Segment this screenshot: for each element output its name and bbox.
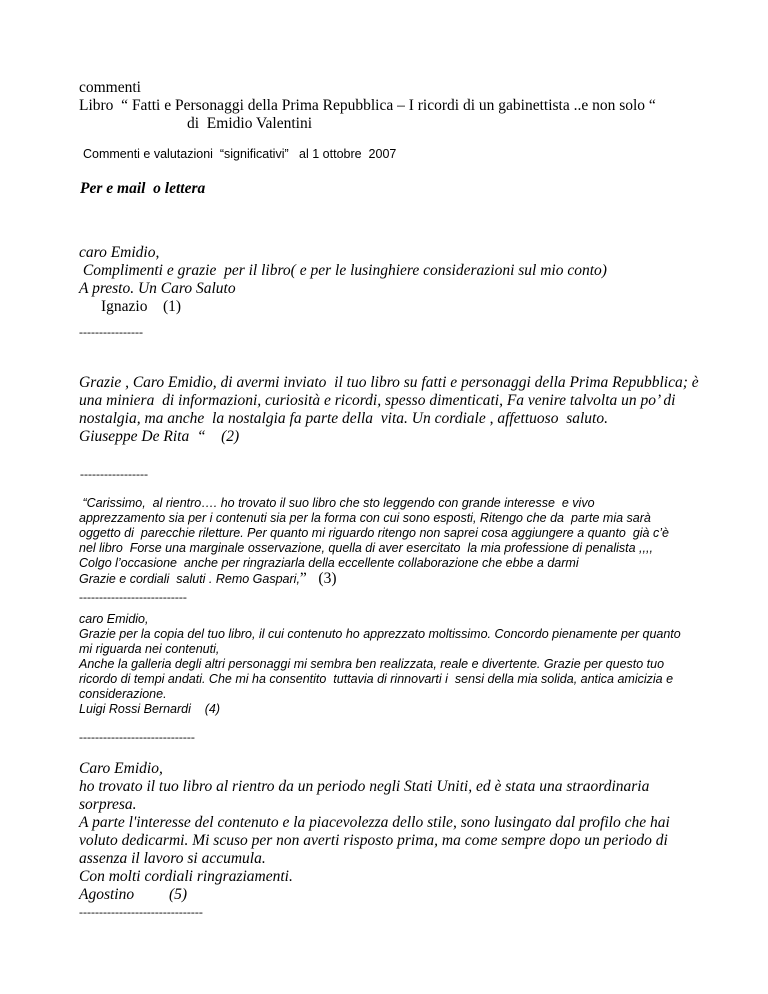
comment-5-line: ho trovato il tuo libro al rientro da un periodo negli Stati Uniti, ed è stata una straordinaria	[79, 778, 650, 795]
comment-2-line: Grazie , Caro Emidio, di avermi inviato il tuo libro su fatti e personaggi della Prima Repubblica; è	[79, 374, 699, 391]
comment-2-signature: Giuseppe De Rita “ (2)	[79, 428, 240, 445]
comment-2-line: nostalgia, ma anche la nostalgia fa parte della vita. Un cordiale , affettuoso saluto.	[79, 410, 608, 427]
section-heading: Per e mail o lettera	[80, 180, 206, 197]
comment-4-line: mi riguarda nei contenuti,	[79, 642, 220, 656]
comment-4-line: Anche la galleria degli altri personaggi mi sembra ben realizzata, reale e divertente. Grazie per questo tuo	[79, 657, 665, 671]
comment-4-line: ricordo di tempi andati. Che mi ha consentito tuttavia di rinnovarti i sensi della mia solida, antica amicizia e	[79, 672, 674, 686]
comment-1-line: Complimenti e grazie per il libro( e per le lusinghiere considerazioni sul mio conto)	[79, 262, 607, 279]
comment-5-signature: Agostino (5)	[79, 886, 188, 903]
header-author: di Emidio Valentini	[187, 115, 312, 132]
comment-4-line: considerazione.	[79, 687, 167, 701]
header-book-title: Libro “ Fatti e Personaggi della Prima Repubblica – I ricordi di un gabinettista ..e non solo “	[79, 97, 656, 114]
comment-3-signature-text: Grazie e cordiali saluti . Remo Gaspari,	[79, 572, 300, 586]
comment-4-line: Grazie per la copia del tuo libro, il cui contenuto ho apprezzato moltissimo. Concordo pienamente per quanto	[79, 627, 681, 641]
comment-3-signature	[79, 571, 337, 587]
comment-3-number: ” (3)	[299, 570, 337, 587]
comment-3-line: Colgo l’occasione anche per ringraziarla della eccellente collaborazione che ebbe a darmi	[79, 556, 579, 570]
separator: -------------------------------	[79, 905, 203, 919]
comment-5-line: A parte l'interesse del contenuto e la piacevolezza dello stile, sono lusingato dal profilo che hai	[79, 814, 670, 831]
comment-5-line: Caro Emidio,	[79, 760, 163, 777]
separator: ----------------	[79, 325, 143, 339]
separator: ---------------------------	[79, 590, 187, 604]
comment-3-line: nel libro Forse una marginale osservazione, quella di aver esercitato la mia professione di penalista ,,,,	[79, 541, 653, 555]
comment-2-line: una miniera di informazioni, curiosità e ricordi, spesso dimenticati, Fa venire talvolta un po’ di	[79, 392, 676, 409]
comment-5-line: assenza il lavoro si accumula.	[79, 850, 266, 867]
header-subtitle: Commenti e valutazioni “significativi” al 1 ottobre 2007	[83, 147, 397, 161]
comment-4-signature: Luigi Rossi Bernardi (4)	[79, 702, 221, 716]
separator: -----------------------------	[79, 730, 195, 744]
comment-5-line: voluto dedicarmi. Mi scuso per non averti risposto prima, ma come sempre dopo un periodo di	[79, 832, 668, 849]
header-line-1: commenti	[79, 79, 141, 96]
comment-3-line: oggetto di parecchie riletture. Per quanto mi riguardo ritengo non saprei cosa aggiungere a quanto già c’è	[79, 526, 669, 540]
comment-1-line: caro Emidio,	[79, 244, 160, 261]
comment-3-line: “Carissimo, al rientro…. ho trovato il suo libro che sto leggendo con grande interesse e vivo	[79, 496, 595, 510]
comment-5-line: Con molti cordiali ringraziamenti.	[79, 868, 293, 885]
comment-4-line: caro Emidio,	[79, 612, 149, 626]
comment-1-signature: Ignazio (1)	[101, 298, 182, 315]
comment-3-line: apprezzamento sia per i contenuti sia per la forma con cui sono esposti, Ritengo che da parte mia sarà	[79, 511, 651, 525]
comment-1-line: A presto. Un Caro Saluto	[79, 280, 236, 297]
comment-5-line: sorpresa.	[79, 796, 137, 813]
separator: -----------------	[80, 467, 148, 481]
